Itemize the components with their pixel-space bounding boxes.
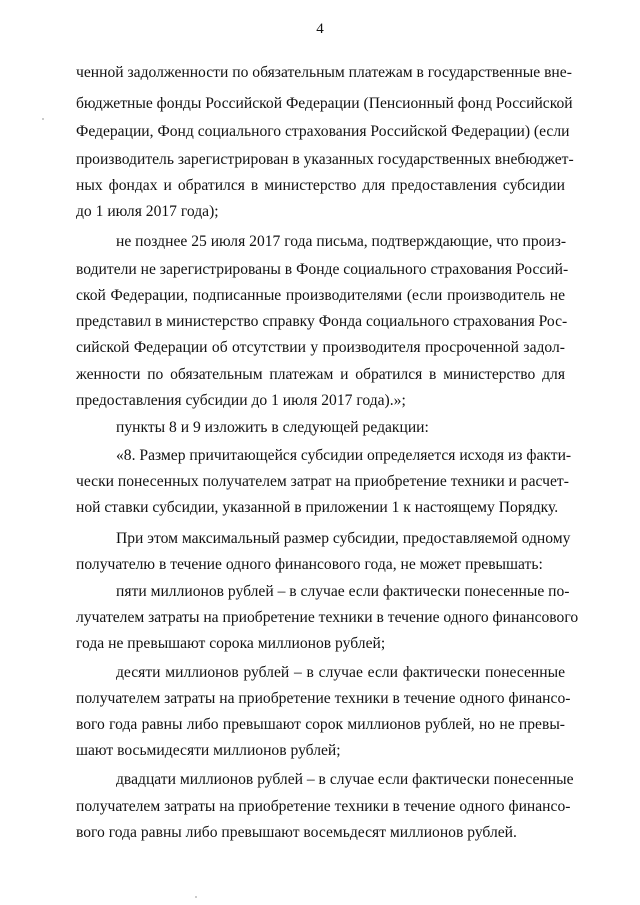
text-line: представил в министерство справку Фонда социального страхования Рос- — [76, 313, 568, 330]
text-line: чески понесенных получателем затрат на приобретение техники и расчет- — [76, 473, 569, 490]
text-line: шают восьмидесяти миллионов рублей; — [76, 742, 341, 759]
text-line: Федерации, Фонд социального страхования Российской Федерации) (если — [76, 123, 570, 140]
page-number: 4 — [316, 21, 324, 37]
text-line: года не превышают сорока миллионов рублей; — [76, 635, 386, 652]
text-line: ной ставки субсидии, указанной в приложении 1 к настоящему Порядку. — [76, 499, 559, 516]
text-line: ченной задолженности по обязательным платежам в государственные вне- — [76, 64, 572, 81]
text-line: вого года равны либо превышают сорок миллионов рублей, но не превы- — [76, 716, 565, 733]
text-line: При этом максимальный размер субсидии, предоставляемой одному — [116, 530, 571, 547]
text-line: сийской Федерации об отсутствии у производителя просроченной задол- — [76, 339, 565, 356]
text-line: получателем затраты на приобретение техники в течение одного финансо- — [76, 690, 571, 707]
text-line: бюджетные фонды Российской Федерации (Пенсионный фонд Российской — [76, 95, 573, 112]
text-line: до 1 июля 2017 года); — [76, 203, 219, 220]
text-line: водители не зарегистрированы в Фонде социального страхования Россий- — [76, 261, 569, 278]
text-line: двадцати миллионов рублей – в случае если фактически понесенные — [116, 771, 574, 788]
text-line: ской Федерации, подписанные производителями (если производитель не — [76, 287, 565, 304]
text-line: пяти миллионов рублей – в случае если фактически понесенные по- — [116, 583, 570, 600]
text-line: получателем затраты на приобретение техники в течение одного финансо- — [76, 798, 571, 815]
text-line: пункты 8 и 9 изложить в следующей редакции: — [116, 419, 429, 436]
text-line: вого года равны либо превышают восемьдесят миллионов рублей. — [76, 824, 517, 841]
text-line: десяти миллионов рублей – в случае если фактически понесенные — [116, 664, 565, 681]
text-line: получателю в течение одного финансового года, не может превышать: — [76, 556, 543, 573]
text-line: лучателем затраты на приобретение техники в течение одного финансового — [76, 609, 579, 626]
scan-speck — [195, 896, 197, 898]
text-line: производитель зарегистрирован в указанных государственных внебюджет- — [76, 151, 574, 168]
text-line: женности по обязательным платежам и обратился в министерство для — [76, 366, 565, 383]
text-line: не позднее 25 июля 2017 года письма, подтверждающие, что произ- — [116, 233, 567, 250]
text-line: предоставления субсидии до 1 июля 2017 года).»; — [76, 392, 406, 409]
scan-speck — [42, 118, 44, 120]
text-line: ных фондах и обратился в министерство для предоставления субсидии — [76, 177, 565, 194]
text-line: «8. Размер причитающейся субсидии определяется исходя из факти- — [116, 447, 572, 464]
